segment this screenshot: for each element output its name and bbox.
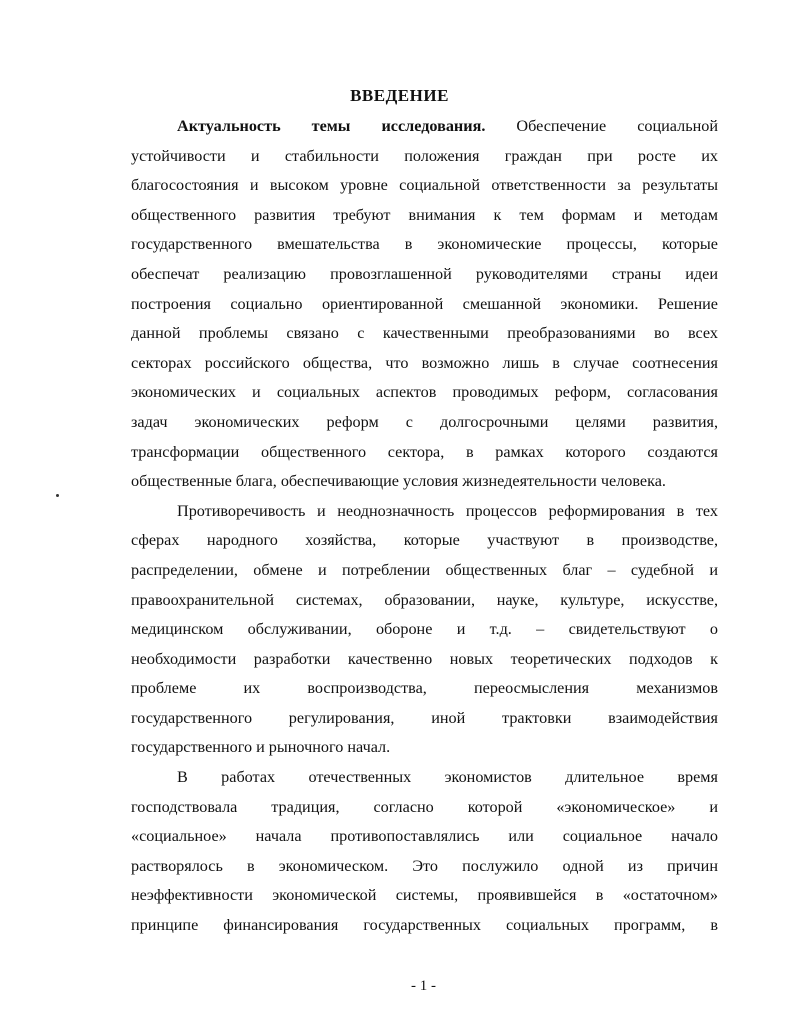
page-number: - 1 - — [411, 978, 436, 994]
text-line: благосостояния и высоком уровне социальной ответственности за результаты — [131, 176, 718, 195]
text-line: медицинском обслуживании, обороне и т.д. – свидетельствуют о — [131, 620, 718, 639]
text-line: секторах российского общества, что возможно лишь в случае соотнесения — [131, 353, 718, 372]
text-line: принципе финансирования государственных социальных программ, в — [131, 916, 718, 935]
body-text — [131, 112, 718, 941]
text-line: построения социально ориентированной смешанной экономики. Решение — [131, 294, 718, 313]
text-line: устойчивости и стабильности положения граждан при росте их — [131, 146, 718, 165]
text-line: правоохранительной системах, образовании, науке, культуре, искусстве, — [131, 590, 718, 609]
text-line: обеспечат реализацию провозглашенной руководителями страны идеи — [131, 264, 718, 283]
text-line: Противоречивость и неоднозначность процессов реформирования в тех — [177, 501, 718, 520]
page-title: ВВЕДЕНИЕ — [350, 86, 449, 105]
paragraph-1 — [131, 112, 718, 497]
text-line — [131, 112, 718, 142]
text-line: господствовала традиция, согласно которой «экономическое» и — [131, 797, 718, 816]
text-line: распределении, обмене и потреблении общественных благ – судебной и — [131, 560, 718, 579]
text-line: проблеме их воспроизводства, переосмысления механизмов — [131, 679, 718, 698]
text-line: сферах народного хозяйства, которые участвуют в производстве, — [131, 531, 718, 550]
paragraph-3 — [131, 763, 718, 941]
text-line: необходимости разработки качественно новых теоретических подходов к — [131, 649, 718, 668]
lead-phrase: Актуальность темы исследования. — [177, 117, 486, 135]
text-span: Обеспечение социальной — [516, 117, 718, 135]
text-line: В работах отечественных экономистов длительное время — [177, 768, 718, 787]
text-line: экономических и социальных аспектов проводимых реформ, согласования — [131, 383, 718, 402]
text-line: задач экономических реформ с долгосрочными целями развития, — [131, 412, 718, 431]
text-line: общественные блага, обеспечивающие условия жизнедеятельности человека. — [131, 472, 666, 491]
scan-speck — [56, 494, 59, 497]
text-line: растворялось в экономическом. Это послужило одной из причин — [131, 856, 718, 875]
text-line: трансформации общественного сектора, в рамках которого создаются — [131, 442, 718, 461]
text-line: государственного и рыночного начал. — [131, 738, 391, 757]
text-line: данной проблемы связано с качественными преобразованиями во всех — [131, 324, 718, 343]
paragraph-2 — [131, 497, 718, 763]
text-line: государственного регулирования, иной трактовки взаимодействия — [131, 708, 718, 727]
text-line: «социальное» начала противопоставлялись или социальное начало — [131, 827, 718, 846]
text-line: общественного развития требуют внимания к тем формам и методам — [131, 205, 718, 224]
text-line: государственного вмешательства в экономические процессы, которые — [131, 235, 718, 254]
text-line: неэффективности экономической системы, проявившейся в «остаточном» — [131, 886, 718, 905]
